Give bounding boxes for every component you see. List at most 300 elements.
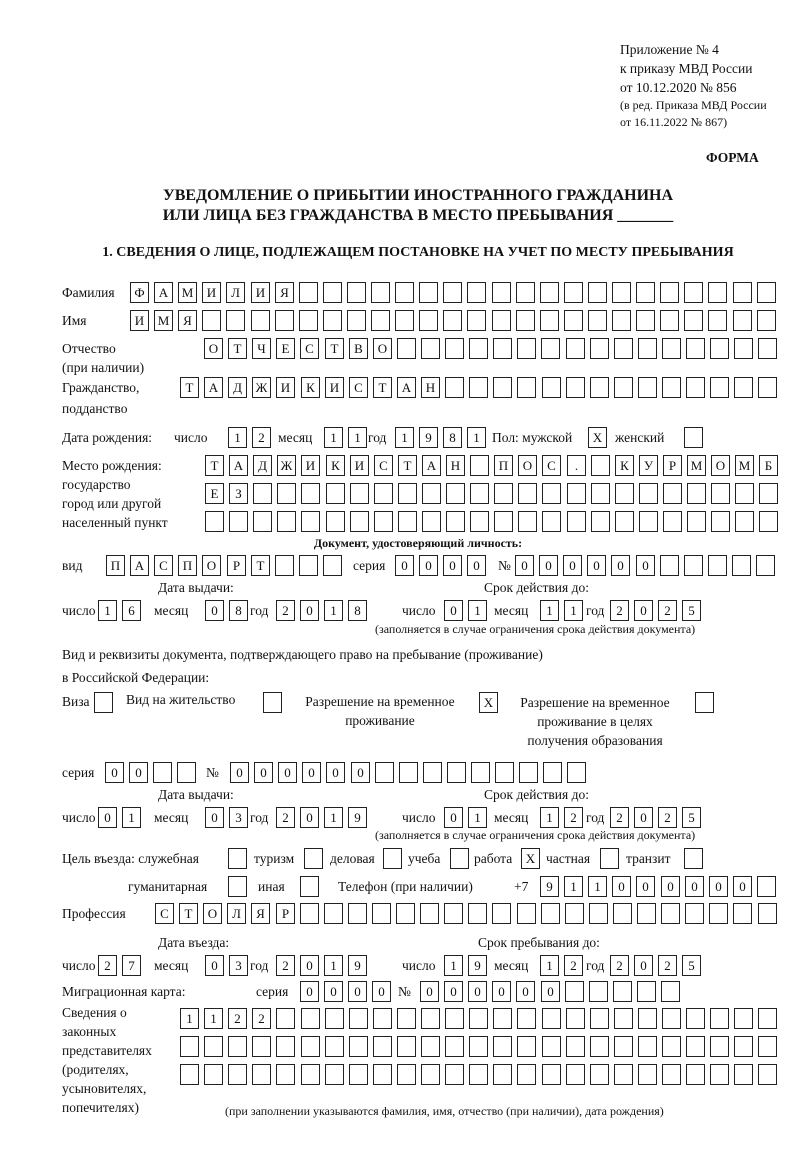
representatives3-cell[interactable] xyxy=(276,1064,295,1085)
representatives3-cell[interactable] xyxy=(373,1064,392,1085)
birthplace3-cell[interactable] xyxy=(301,511,320,532)
purpose-study-checkbox[interactable] xyxy=(450,848,469,869)
representatives1-cell[interactable] xyxy=(686,1008,705,1029)
mig-number-cell[interactable]: 0 xyxy=(444,981,463,1002)
patronymic-cell[interactable]: О xyxy=(373,338,392,359)
id-issue-day-cell[interactable]: 1 xyxy=(98,600,117,621)
mig-series-cell[interactable]: 0 xyxy=(372,981,391,1002)
name-cell[interactable] xyxy=(684,310,703,331)
stay-valid-year-cell[interactable]: 0 xyxy=(634,807,653,828)
stay-valid-year-cell[interactable]: 2 xyxy=(610,807,629,828)
representatives2-cell[interactable] xyxy=(445,1036,464,1057)
stay-valid-month-cell[interactable]: 2 xyxy=(564,807,583,828)
representatives2-cell[interactable] xyxy=(252,1036,271,1057)
profession-cell[interactable] xyxy=(300,903,319,924)
citizenship-cell[interactable] xyxy=(590,377,609,398)
representatives2-cell[interactable] xyxy=(349,1036,368,1057)
surname-cell[interactable] xyxy=(467,282,486,303)
birthplace2-cell[interactable] xyxy=(759,483,778,504)
stay-until-month-cell[interactable]: 2 xyxy=(564,955,583,976)
name-cell[interactable]: И xyxy=(130,310,149,331)
birthplace2-cell[interactable] xyxy=(301,483,320,504)
patronymic-cell[interactable] xyxy=(710,338,729,359)
profession-cell[interactable]: С xyxy=(155,903,174,924)
representatives3-cell[interactable] xyxy=(301,1064,320,1085)
representatives3-cell[interactable] xyxy=(493,1064,512,1085)
citizenship-cell[interactable] xyxy=(469,377,488,398)
stay-number-cell[interactable]: 0 xyxy=(351,762,370,783)
stay-issue-day-cell[interactable]: 0 xyxy=(98,807,117,828)
birthplace1-cell[interactable]: Ж xyxy=(277,455,296,476)
birth-year-cell[interactable]: 1 xyxy=(467,427,486,448)
phone-cell[interactable]: 0 xyxy=(612,876,631,897)
purpose-tourism-checkbox[interactable] xyxy=(304,848,323,869)
birthplace3-cell[interactable] xyxy=(591,511,610,532)
birthplace2-cell[interactable] xyxy=(567,483,586,504)
birthplace3-cell[interactable] xyxy=(615,511,634,532)
birthplace2-cell[interactable] xyxy=(711,483,730,504)
stay-number-cell[interactable] xyxy=(399,762,418,783)
profession-cell[interactable]: Л xyxy=(227,903,246,924)
patronymic-cell[interactable]: В xyxy=(349,338,368,359)
birthplace1-cell[interactable] xyxy=(591,455,610,476)
stay-number-cell[interactable]: 0 xyxy=(230,762,249,783)
name-cell[interactable] xyxy=(540,310,559,331)
profession-cell[interactable] xyxy=(372,903,391,924)
surname-cell[interactable]: Ф xyxy=(130,282,149,303)
stay-until-day-cell[interactable]: 9 xyxy=(468,955,487,976)
surname-cell[interactable] xyxy=(708,282,727,303)
representatives1-cell[interactable] xyxy=(662,1008,681,1029)
surname-cell[interactable] xyxy=(660,282,679,303)
representatives2-cell[interactable] xyxy=(421,1036,440,1057)
profession-cell[interactable] xyxy=(517,903,536,924)
stay-series-cell[interactable] xyxy=(177,762,196,783)
name-cell[interactable] xyxy=(660,310,679,331)
birthplace2-cell[interactable] xyxy=(518,483,537,504)
birthplace2-cell[interactable] xyxy=(277,483,296,504)
birthplace1-cell[interactable] xyxy=(470,455,489,476)
patronymic-cell[interactable] xyxy=(493,338,512,359)
stay-series-cell[interactable]: 0 xyxy=(105,762,124,783)
patronymic-cell[interactable]: Е xyxy=(276,338,295,359)
entry-year-cell[interactable]: 0 xyxy=(300,955,319,976)
id-kind-cell[interactable]: С xyxy=(154,555,173,576)
citizenship-cell[interactable]: Т xyxy=(180,377,199,398)
mig-number-cell[interactable] xyxy=(637,981,656,1002)
representatives2-cell[interactable] xyxy=(276,1036,295,1057)
birthplace2-cell[interactable] xyxy=(350,483,369,504)
name-cell[interactable] xyxy=(733,310,752,331)
name-cell[interactable] xyxy=(467,310,486,331)
entry-year-cell[interactable]: 1 xyxy=(324,955,343,976)
id-number-cell[interactable]: 0 xyxy=(636,555,655,576)
name-cell[interactable] xyxy=(564,310,583,331)
patronymic-cell[interactable] xyxy=(397,338,416,359)
id-kind-cell[interactable]: А xyxy=(130,555,149,576)
entry-day-cell[interactable]: 7 xyxy=(122,955,141,976)
mig-number-cell[interactable] xyxy=(589,981,608,1002)
representatives3-cell[interactable] xyxy=(204,1064,223,1085)
birth-year-cell[interactable]: 1 xyxy=(395,427,414,448)
representatives3-cell[interactable] xyxy=(734,1064,753,1085)
surname-cell[interactable] xyxy=(588,282,607,303)
birthplace3-cell[interactable] xyxy=(253,511,272,532)
representatives2-cell[interactable] xyxy=(734,1036,753,1057)
representatives3-cell[interactable] xyxy=(686,1064,705,1085)
birthplace3-cell[interactable] xyxy=(229,511,248,532)
name-cell[interactable]: Я xyxy=(178,310,197,331)
name-cell[interactable] xyxy=(275,310,294,331)
representatives1-cell[interactable]: 2 xyxy=(228,1008,247,1029)
id-kind-cell[interactable] xyxy=(275,555,294,576)
birthplace1-cell[interactable]: М xyxy=(687,455,706,476)
representatives3-cell[interactable] xyxy=(445,1064,464,1085)
id-series-cell[interactable]: 0 xyxy=(419,555,438,576)
citizenship-cell[interactable] xyxy=(662,377,681,398)
birthplace3-cell[interactable] xyxy=(542,511,561,532)
birthplace1-cell[interactable]: М xyxy=(735,455,754,476)
name-cell[interactable] xyxy=(371,310,390,331)
birthplace3-cell[interactable] xyxy=(518,511,537,532)
birthplace1-cell[interactable]: . xyxy=(567,455,586,476)
phone-cell[interactable]: 0 xyxy=(636,876,655,897)
profession-cell[interactable] xyxy=(758,903,777,924)
birthplace1-cell[interactable]: П xyxy=(494,455,513,476)
patronymic-cell[interactable]: О xyxy=(204,338,223,359)
mig-series-cell[interactable]: 0 xyxy=(324,981,343,1002)
entry-year-cell[interactable]: 2 xyxy=(276,955,295,976)
surname-cell[interactable] xyxy=(347,282,366,303)
representatives1-cell[interactable] xyxy=(349,1008,368,1029)
citizenship-cell[interactable] xyxy=(638,377,657,398)
stay-number-cell[interactable] xyxy=(423,762,442,783)
mig-number-cell[interactable]: 0 xyxy=(492,981,511,1002)
patronymic-cell[interactable] xyxy=(517,338,536,359)
surname-cell[interactable] xyxy=(443,282,462,303)
purpose-business-checkbox[interactable] xyxy=(383,848,402,869)
representatives1-cell[interactable] xyxy=(397,1008,416,1029)
stay-number-cell[interactable] xyxy=(471,762,490,783)
birthplace2-cell[interactable] xyxy=(253,483,272,504)
temp-residence-edu-checkbox[interactable] xyxy=(695,692,714,713)
birth-day-cell[interactable]: 2 xyxy=(252,427,271,448)
stay-number-cell[interactable] xyxy=(375,762,394,783)
citizenship-cell[interactable]: Д xyxy=(228,377,247,398)
surname-cell[interactable] xyxy=(636,282,655,303)
birthplace3-cell[interactable] xyxy=(205,511,224,532)
birthplace1-cell[interactable]: К xyxy=(615,455,634,476)
citizenship-cell[interactable] xyxy=(445,377,464,398)
citizenship-cell[interactable] xyxy=(758,377,777,398)
citizenship-cell[interactable]: Ж xyxy=(252,377,271,398)
representatives1-cell[interactable] xyxy=(493,1008,512,1029)
citizenship-cell[interactable] xyxy=(686,377,705,398)
stay-issue-month-cell[interactable]: 3 xyxy=(229,807,248,828)
profession-cell[interactable] xyxy=(420,903,439,924)
id-number-cell[interactable]: 0 xyxy=(587,555,606,576)
representatives3-cell[interactable] xyxy=(590,1064,609,1085)
name-cell[interactable] xyxy=(347,310,366,331)
surname-cell[interactable] xyxy=(684,282,703,303)
id-number-cell[interactable] xyxy=(684,555,703,576)
birthplace2-cell[interactable] xyxy=(591,483,610,504)
surname-cell[interactable] xyxy=(395,282,414,303)
surname-cell[interactable]: Я xyxy=(275,282,294,303)
entry-month-cell[interactable]: 3 xyxy=(229,955,248,976)
representatives3-cell[interactable] xyxy=(180,1064,199,1085)
representatives1-cell[interactable]: 2 xyxy=(252,1008,271,1029)
citizenship-cell[interactable]: С xyxy=(349,377,368,398)
representatives1-cell[interactable] xyxy=(517,1008,536,1029)
birthplace1-cell[interactable]: А xyxy=(229,455,248,476)
citizenship-cell[interactable]: А xyxy=(204,377,223,398)
birthplace2-cell[interactable]: Е xyxy=(205,483,224,504)
birthplace2-cell[interactable] xyxy=(687,483,706,504)
phone-cell[interactable]: 0 xyxy=(685,876,704,897)
id-valid-year-cell[interactable]: 0 xyxy=(634,600,653,621)
birth-year-cell[interactable]: 8 xyxy=(443,427,462,448)
birthplace2-cell[interactable] xyxy=(470,483,489,504)
profession-cell[interactable] xyxy=(492,903,511,924)
profession-cell[interactable]: О xyxy=(203,903,222,924)
patronymic-cell[interactable]: Ч xyxy=(252,338,271,359)
id-number-cell[interactable]: 0 xyxy=(539,555,558,576)
representatives3-cell[interactable] xyxy=(228,1064,247,1085)
representatives3-cell[interactable] xyxy=(758,1064,777,1085)
profession-cell[interactable] xyxy=(613,903,632,924)
stay-series-cell[interactable]: 0 xyxy=(129,762,148,783)
citizenship-cell[interactable] xyxy=(566,377,585,398)
stay-issue-month-cell[interactable]: 0 xyxy=(205,807,224,828)
id-issue-day-cell[interactable]: 6 xyxy=(122,600,141,621)
birthplace3-cell[interactable] xyxy=(735,511,754,532)
representatives1-cell[interactable] xyxy=(614,1008,633,1029)
stay-number-cell[interactable]: 0 xyxy=(326,762,345,783)
stay-number-cell[interactable] xyxy=(519,762,538,783)
citizenship-cell[interactable]: К xyxy=(301,377,320,398)
stay-number-cell[interactable] xyxy=(543,762,562,783)
surname-cell[interactable] xyxy=(323,282,342,303)
representatives2-cell[interactable] xyxy=(180,1036,199,1057)
id-number-cell[interactable] xyxy=(708,555,727,576)
birthplace3-cell[interactable] xyxy=(277,511,296,532)
surname-cell[interactable] xyxy=(371,282,390,303)
stay-number-cell[interactable] xyxy=(567,762,586,783)
birth-month-cell[interactable]: 1 xyxy=(324,427,343,448)
patronymic-cell[interactable]: Т xyxy=(228,338,247,359)
name-cell[interactable] xyxy=(492,310,511,331)
birthplace2-cell[interactable] xyxy=(446,483,465,504)
phone-cell[interactable]: 0 xyxy=(709,876,728,897)
birthplace3-cell[interactable] xyxy=(759,511,778,532)
id-number-cell[interactable]: 0 xyxy=(515,555,534,576)
citizenship-cell[interactable] xyxy=(614,377,633,398)
representatives3-cell[interactable] xyxy=(517,1064,536,1085)
surname-cell[interactable] xyxy=(540,282,559,303)
stay-valid-month-cell[interactable]: 1 xyxy=(540,807,559,828)
representatives1-cell[interactable] xyxy=(710,1008,729,1029)
surname-cell[interactable] xyxy=(419,282,438,303)
surname-cell[interactable]: И xyxy=(202,282,221,303)
stay-until-year-cell[interactable]: 2 xyxy=(658,955,677,976)
name-cell[interactable] xyxy=(202,310,221,331)
birthplace1-cell[interactable]: О xyxy=(711,455,730,476)
stay-valid-day-cell[interactable]: 0 xyxy=(444,807,463,828)
mig-number-cell[interactable]: 0 xyxy=(420,981,439,1002)
patronymic-cell[interactable] xyxy=(445,338,464,359)
profession-cell[interactable] xyxy=(661,903,680,924)
representatives3-cell[interactable] xyxy=(397,1064,416,1085)
representatives3-cell[interactable] xyxy=(662,1064,681,1085)
representatives2-cell[interactable] xyxy=(204,1036,223,1057)
stay-until-year-cell[interactable]: 5 xyxy=(682,955,701,976)
birthplace1-cell[interactable]: Р xyxy=(663,455,682,476)
birthplace1-cell[interactable]: У xyxy=(639,455,658,476)
surname-cell[interactable]: М xyxy=(178,282,197,303)
birthplace3-cell[interactable] xyxy=(326,511,345,532)
stay-valid-year-cell[interactable]: 5 xyxy=(682,807,701,828)
id-issue-month-cell[interactable]: 0 xyxy=(205,600,224,621)
birthplace2-cell[interactable] xyxy=(374,483,393,504)
representatives2-cell[interactable] xyxy=(758,1036,777,1057)
profession-cell[interactable] xyxy=(685,903,704,924)
patronymic-cell[interactable]: С xyxy=(300,338,319,359)
birthplace2-cell[interactable] xyxy=(639,483,658,504)
representatives3-cell[interactable] xyxy=(252,1064,271,1085)
id-valid-year-cell[interactable]: 2 xyxy=(658,600,677,621)
id-kind-cell[interactable]: П xyxy=(106,555,125,576)
purpose-transit-checkbox[interactable] xyxy=(684,848,703,869)
id-kind-cell[interactable] xyxy=(299,555,318,576)
name-cell[interactable] xyxy=(395,310,414,331)
stay-valid-year-cell[interactable]: 2 xyxy=(658,807,677,828)
surname-cell[interactable] xyxy=(299,282,318,303)
id-number-cell[interactable]: 0 xyxy=(611,555,630,576)
citizenship-cell[interactable]: А xyxy=(397,377,416,398)
stay-number-cell[interactable] xyxy=(495,762,514,783)
birthplace3-cell[interactable] xyxy=(687,511,706,532)
representatives2-cell[interactable] xyxy=(590,1036,609,1057)
profession-cell[interactable]: Т xyxy=(179,903,198,924)
id-valid-year-cell[interactable]: 5 xyxy=(682,600,701,621)
entry-month-cell[interactable]: 0 xyxy=(205,955,224,976)
id-valid-year-cell[interactable]: 2 xyxy=(610,600,629,621)
mig-number-cell[interactable]: 0 xyxy=(468,981,487,1002)
profession-cell[interactable] xyxy=(348,903,367,924)
representatives1-cell[interactable] xyxy=(276,1008,295,1029)
representatives1-cell[interactable] xyxy=(325,1008,344,1029)
birthplace2-cell[interactable] xyxy=(326,483,345,504)
patronymic-cell[interactable] xyxy=(662,338,681,359)
name-cell[interactable]: М xyxy=(154,310,173,331)
representatives1-cell[interactable] xyxy=(445,1008,464,1029)
id-kind-cell[interactable]: Р xyxy=(227,555,246,576)
birthplace1-cell[interactable]: А xyxy=(422,455,441,476)
name-cell[interactable] xyxy=(708,310,727,331)
representatives2-cell[interactable] xyxy=(662,1036,681,1057)
stay-issue-year-cell[interactable]: 9 xyxy=(348,807,367,828)
mig-number-cell[interactable] xyxy=(661,981,680,1002)
birthplace1-cell[interactable]: И xyxy=(301,455,320,476)
representatives2-cell[interactable] xyxy=(493,1036,512,1057)
stay-issue-year-cell[interactable]: 1 xyxy=(324,807,343,828)
profession-cell[interactable] xyxy=(565,903,584,924)
surname-cell[interactable]: Л xyxy=(226,282,245,303)
patronymic-cell[interactable] xyxy=(758,338,777,359)
name-cell[interactable] xyxy=(588,310,607,331)
name-cell[interactable] xyxy=(251,310,270,331)
birthplace2-cell[interactable] xyxy=(494,483,513,504)
profession-cell[interactable] xyxy=(589,903,608,924)
purpose-official-checkbox[interactable] xyxy=(228,848,247,869)
id-number-cell[interactable] xyxy=(756,555,775,576)
patronymic-cell[interactable] xyxy=(638,338,657,359)
representatives2-cell[interactable] xyxy=(638,1036,657,1057)
birthplace2-cell[interactable] xyxy=(735,483,754,504)
birthplace3-cell[interactable] xyxy=(494,511,513,532)
id-series-cell[interactable]: 0 xyxy=(467,555,486,576)
citizenship-cell[interactable]: И xyxy=(276,377,295,398)
surname-cell[interactable] xyxy=(492,282,511,303)
representatives3-cell[interactable] xyxy=(469,1064,488,1085)
representatives1-cell[interactable] xyxy=(566,1008,585,1029)
sex-male-checkbox[interactable]: X xyxy=(588,427,607,448)
phone-cell[interactable] xyxy=(757,876,776,897)
name-cell[interactable] xyxy=(443,310,462,331)
profession-cell[interactable] xyxy=(637,903,656,924)
representatives2-cell[interactable] xyxy=(710,1036,729,1057)
stay-number-cell[interactable] xyxy=(447,762,466,783)
birthplace3-cell[interactable] xyxy=(446,511,465,532)
sex-female-checkbox[interactable] xyxy=(684,427,703,448)
mig-series-cell[interactable]: 0 xyxy=(348,981,367,1002)
purpose-private-checkbox[interactable] xyxy=(600,848,619,869)
visa-checkbox[interactable] xyxy=(94,692,113,713)
profession-cell[interactable] xyxy=(709,903,728,924)
profession-cell[interactable]: Р xyxy=(276,903,295,924)
id-series-cell[interactable]: 0 xyxy=(395,555,414,576)
patronymic-cell[interactable]: Т xyxy=(325,338,344,359)
id-kind-cell[interactable]: П xyxy=(178,555,197,576)
stay-issue-day-cell[interactable]: 1 xyxy=(122,807,141,828)
representatives1-cell[interactable] xyxy=(373,1008,392,1029)
birthplace1-cell[interactable]: Т xyxy=(398,455,417,476)
patronymic-cell[interactable] xyxy=(734,338,753,359)
name-cell[interactable] xyxy=(419,310,438,331)
representatives2-cell[interactable] xyxy=(325,1036,344,1057)
name-cell[interactable] xyxy=(323,310,342,331)
birthplace1-cell[interactable]: С xyxy=(374,455,393,476)
id-number-cell[interactable] xyxy=(660,555,679,576)
representatives1-cell[interactable] xyxy=(469,1008,488,1029)
birthplace3-cell[interactable] xyxy=(374,511,393,532)
surname-cell[interactable] xyxy=(733,282,752,303)
id-issue-year-cell[interactable]: 0 xyxy=(300,600,319,621)
phone-cell[interactable]: 0 xyxy=(733,876,752,897)
representatives2-cell[interactable] xyxy=(469,1036,488,1057)
purpose-work-checkbox[interactable]: X xyxy=(521,848,540,869)
id-valid-day-cell[interactable]: 0 xyxy=(444,600,463,621)
id-series-cell[interactable]: 0 xyxy=(443,555,462,576)
id-valid-day-cell[interactable]: 1 xyxy=(468,600,487,621)
stay-series-cell[interactable] xyxy=(153,762,172,783)
citizenship-cell[interactable]: И xyxy=(325,377,344,398)
representatives3-cell[interactable] xyxy=(638,1064,657,1085)
profession-cell[interactable] xyxy=(324,903,343,924)
entry-day-cell[interactable]: 2 xyxy=(98,955,117,976)
representatives3-cell[interactable] xyxy=(421,1064,440,1085)
